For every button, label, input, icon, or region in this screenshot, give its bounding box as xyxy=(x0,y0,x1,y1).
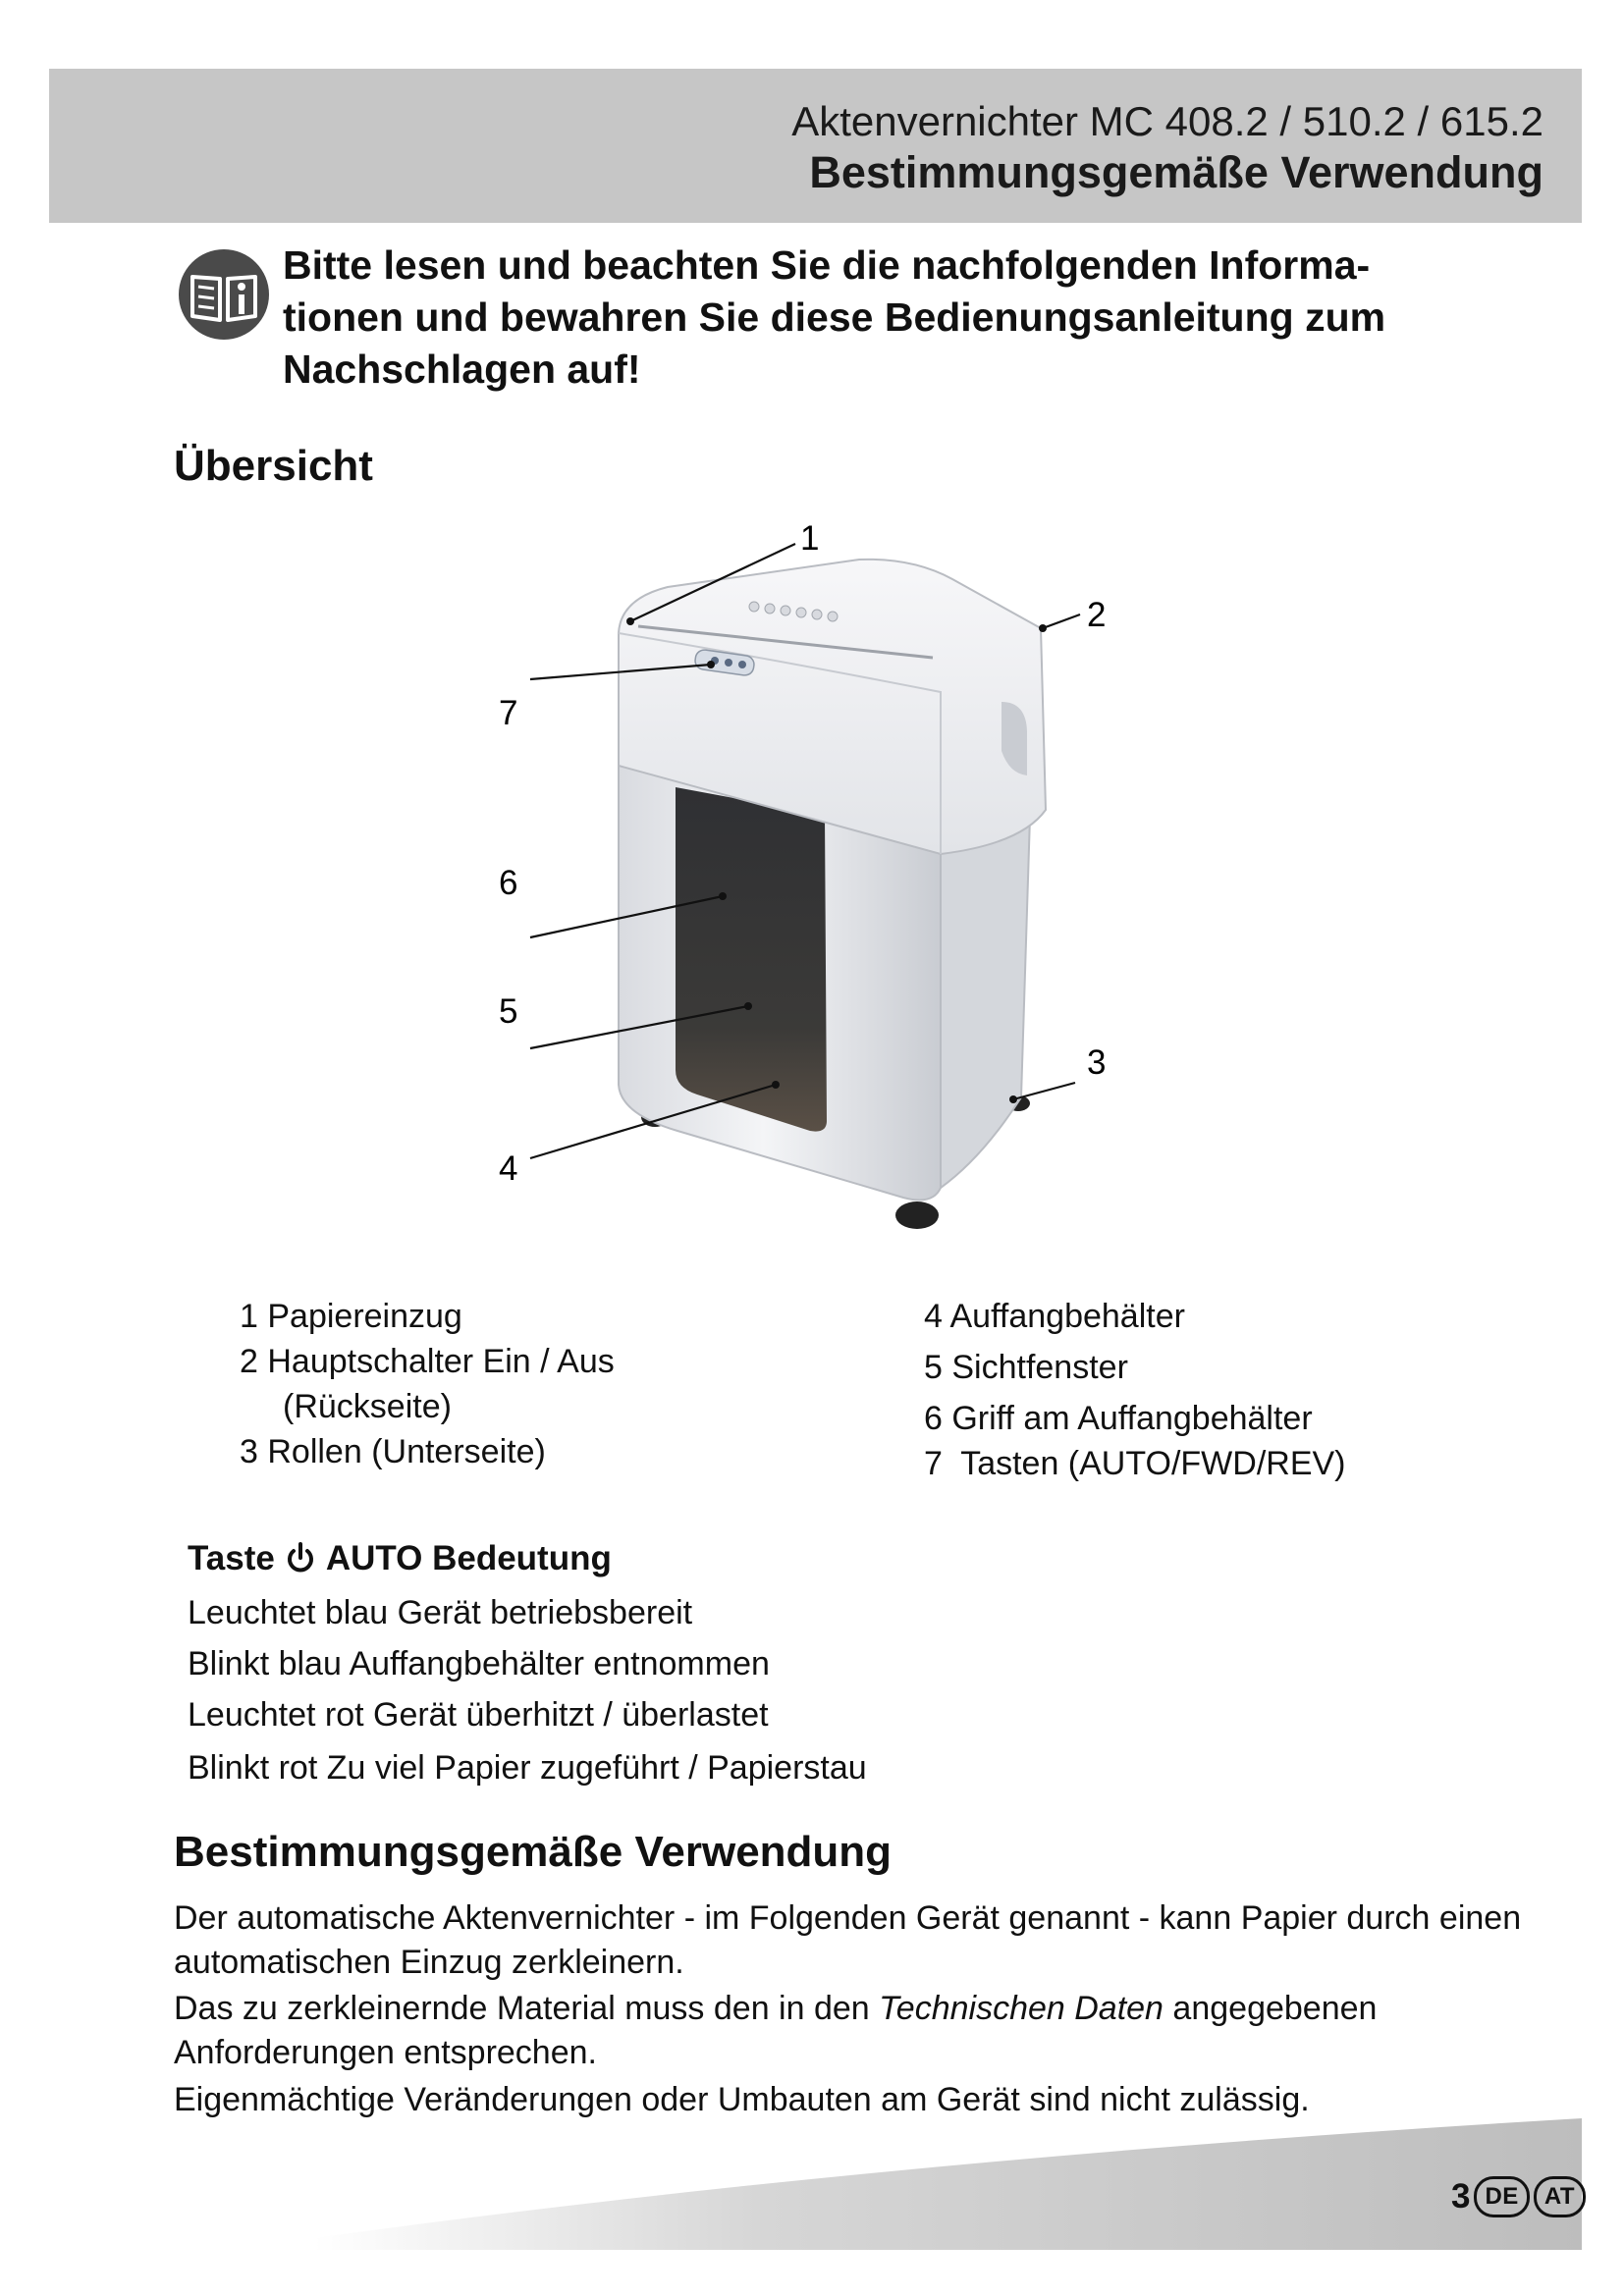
legend-item: 5 Sichtfenster xyxy=(924,1349,1128,1386)
wheel xyxy=(895,1201,939,1229)
language-badge-at: AT xyxy=(1534,2176,1586,2217)
language-badge-de: DE xyxy=(1474,2176,1529,2217)
manual-info-icon xyxy=(177,247,271,342)
legend-item: 4 Auffangbehälter xyxy=(924,1298,1185,1335)
legend-left xyxy=(240,1294,615,1474)
overview-heading: Übersicht xyxy=(174,442,373,490)
usage-paragraph-1: Der automatische Aktenvernichter - im Folgenden Gerät genannt - kann Papier durch einen automatischen Einzug zerkleinern. xyxy=(174,1899,1522,1981)
taste-row: Leuchtet blau Gerät betriebsbereit xyxy=(188,1594,693,1631)
usage-p2-emphasis: Technischen Daten xyxy=(879,1990,1164,2027)
callout-3: 3 xyxy=(1087,1043,1107,1082)
usage-paragraph-2 xyxy=(174,1987,1548,2075)
legend-item: (Rückseite) xyxy=(283,1388,452,1425)
sight-window xyxy=(676,787,827,1132)
callout-2: 2 xyxy=(1087,596,1107,634)
callout-7: 7 xyxy=(499,694,518,732)
legend-item: 2 Hauptschalter Ein / Aus xyxy=(240,1343,615,1380)
legend-item: 3 Rollen (Unterseite) xyxy=(240,1433,546,1470)
callout-5: 5 xyxy=(499,992,518,1031)
notice-line: Nachschlagen auf! xyxy=(283,347,641,392)
taste-heading xyxy=(188,1539,612,1578)
usage-p2-text: angegebenen Anforderungen entsprechen. xyxy=(174,1990,1378,2071)
legend-item: 7 Tasten (AUTO/FWD/REV) xyxy=(924,1445,1346,1482)
notice-text xyxy=(283,240,1510,396)
legend-right xyxy=(924,1294,1346,1486)
header-band xyxy=(49,69,1582,223)
taste-heading-suffix: AUTO Bedeutung xyxy=(325,1539,612,1577)
callout-4: 4 xyxy=(499,1149,518,1188)
page-number xyxy=(1451,2176,1586,2217)
taste-heading-prefix: Taste xyxy=(188,1539,275,1577)
legend-item: 6 Griff am Auffangbehälter xyxy=(924,1400,1313,1437)
shredder-figure xyxy=(471,520,1178,1247)
callout-6: 6 xyxy=(499,864,518,902)
legend-item: 1 Papiereinzug xyxy=(240,1298,462,1335)
header-title: Bestimmungsgemäße Verwendung xyxy=(809,147,1543,197)
footer-swoosh xyxy=(0,2101,1624,2296)
taste-row: Blinkt rot Zu viel Papier zugeführt / Papierstau xyxy=(188,1749,867,1787)
header-model: Aktenvernichter MC 408.2 / 510.2 / 615.2 xyxy=(791,98,1543,144)
usage-p2-text: Das zu zerkleinernde Material muss den in den xyxy=(174,1990,880,2027)
power-icon xyxy=(285,1542,316,1575)
usage-paragraph-3: Eigenmächtige Veränderungen oder Umbauten am Gerät sind nicht zulässig. xyxy=(174,2081,1310,2118)
taste-row: Leuchtet rot Gerät überhitzt / überlastet xyxy=(188,1696,769,1734)
callout-1: 1 xyxy=(800,520,820,558)
page-number-value: 3 xyxy=(1451,2177,1471,2216)
notice-line: Bitte lesen und beachten Sie die nachfolgenden Informa- xyxy=(283,242,1371,288)
notice-line: tionen und bewahren Sie diese Bedienungsanleitung zum xyxy=(283,294,1386,340)
usage-heading: Bestimmungsgemäße Verwendung xyxy=(174,1828,893,1876)
taste-row: Blinkt blau Auffangbehälter entnommen xyxy=(188,1645,770,1682)
